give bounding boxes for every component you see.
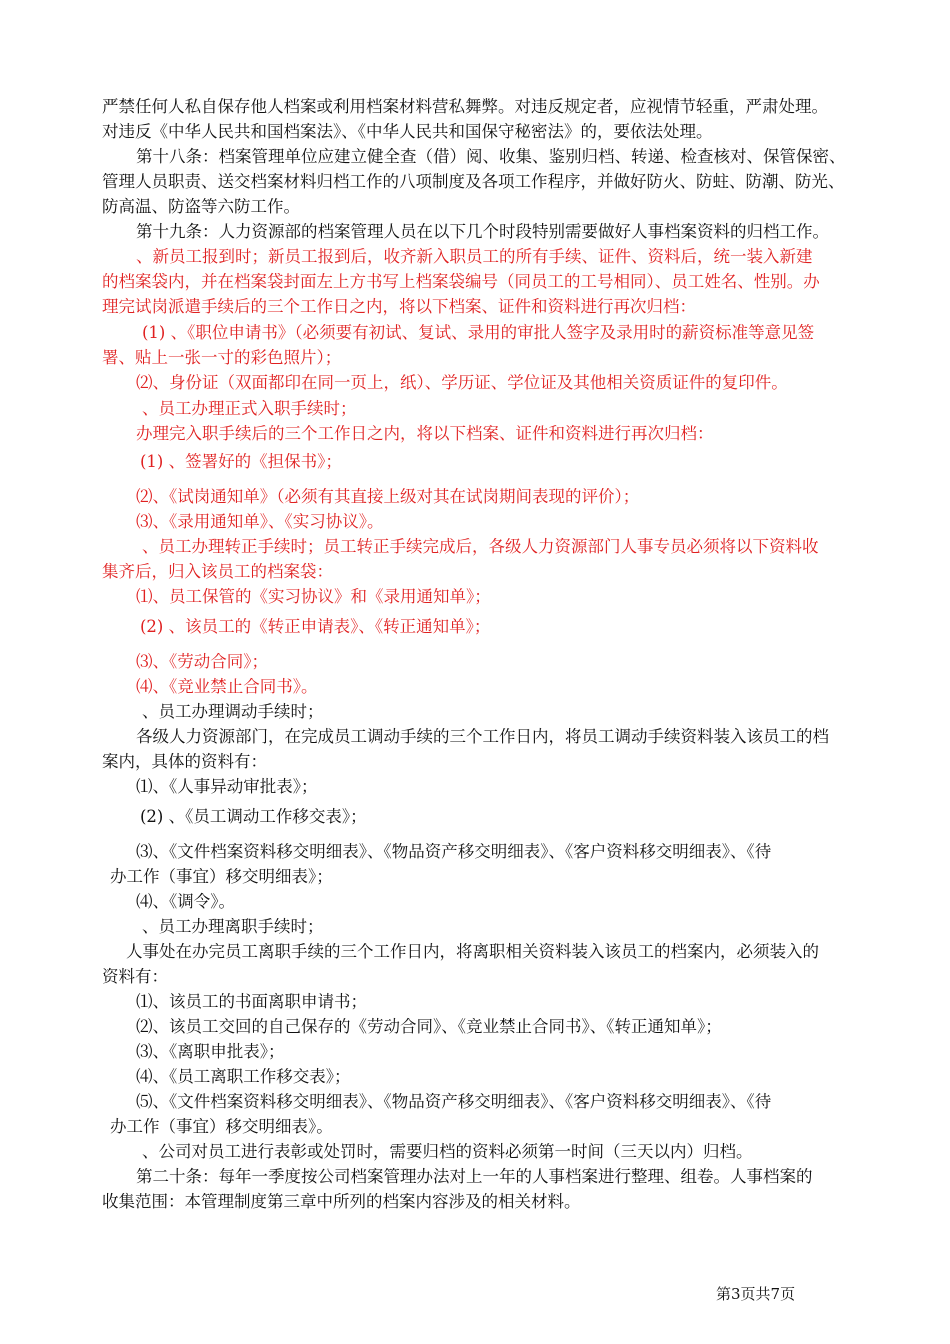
text-line: 的档案袋内，并在档案袋封面左上方书写上档案袋编号（同员工的工号相同）、员工姓名、性别。办 xyxy=(102,272,820,291)
text-line: 、员工办理正式入职手续时； xyxy=(142,399,357,418)
text-line: 署、贴上一张一寸的彩色照片）； xyxy=(102,348,342,367)
text-line: 第二十条：每年一季度按公司档案管理办法对上一年的人事档案进行整理、组卷。人事档案的 xyxy=(136,1167,813,1186)
text-line: ⑶、《离职申批表》； xyxy=(136,1042,285,1061)
text-line: ⑴、该员工的书面离职申请书； xyxy=(136,992,367,1011)
text-line: (1) 、《职位申请书》（必须要有初试、复试、录用的审批人签字及录用时的薪资标准等意见签 xyxy=(142,323,815,342)
text-line: 、员工办理离职手续时； xyxy=(142,917,324,936)
text-line: 管理人员职责、送交档案材料归档工作的八项制度及各项工作程序，并做好防火、防蛀、防潮、防光、 xyxy=(102,172,845,191)
text-line: 、公司对员工进行表彰或处罚时，需要归档的资料必须第一时间（三天以内）归档。 xyxy=(142,1142,753,1161)
text-line: ⑸、《文件档案资料移交明细表》、《物品资产移交明细表》、《客户资料移交明细表》、《待 xyxy=(136,1092,772,1111)
text-line: ⑷、《员工离职工作移交表》； xyxy=(136,1067,351,1086)
text-line: 严禁任何人私自保存他人档案或利用档案材料营私舞弊。对违反规定者，应视情节轻重，严肃处理。 xyxy=(102,97,828,116)
text-line: 办工作（事宜）移交明细表》。 xyxy=(110,1117,333,1136)
text-line: 集齐后，归入该员工的档案袋： xyxy=(102,562,333,581)
text-line: (2) 、《员工调动工作移交表》； xyxy=(140,807,367,826)
text-line: 案内，具体的资料有： xyxy=(102,752,267,771)
text-line: ⑵、《试岗通知单》（必须有其直接上级对其在试岗期间表现的评价）； xyxy=(136,487,640,506)
text-line: (2) 、该员工的《转正申请表》、《转正通知单》； xyxy=(140,617,491,636)
text-line: ⑷、《竞业禁止合同书》。 xyxy=(136,677,318,696)
text-line: (1) 、签署好的《担保书》； xyxy=(140,452,342,471)
text-line: 办工作（事宜）移交明细表》； xyxy=(110,867,333,886)
text-line: ⑵、身份证（双面都印在同一页上，纸）、学历证、学位证及其他相关资质证件的复印件。 xyxy=(136,373,788,392)
text-line: ⑴、员工保管的《实习协议》和《录用通知单》； xyxy=(136,587,491,606)
text-line: 、新员工报到时；新员工报到后，收齐新入职员工的所有手续、证件、资料后，统一装入新建 xyxy=(136,247,813,266)
text-line: 、员工办理转正手续时；员工转正手续完成后，各级人力资源部门人事专员必须将以下资料收 xyxy=(142,537,819,556)
text-line: ⑷、《调令》。 xyxy=(136,892,235,911)
text-line: ⑴、《人事异动审批表》； xyxy=(136,777,318,796)
text-line: ⑶、《劳动合同》； xyxy=(136,652,268,671)
page-number: 第3页共7页 xyxy=(716,1285,796,1303)
text-line: 对违反《中华人民共和国档案法》、《中华人民共和国保守秘密法》的，要依法处理。 xyxy=(102,122,713,141)
text-line: 人事处在办完员工离职手续的三个工作日内，将离职相关资料装入该员工的档案内，必须装入的 xyxy=(126,942,819,961)
text-line: 第十九条：人力资源部的档案管理人员在以下几个时段特别需要做好人事档案资料的归档工作。 xyxy=(136,222,829,241)
text-line: 资料有： xyxy=(102,967,168,986)
text-line: 、员工办理调动手续时； xyxy=(142,702,324,721)
text-line: ⑵、该员工交回的自己保存的《劳动合同》、《竞业禁止合同书》、《转正通知单》； xyxy=(136,1017,722,1036)
text-line: 第十八条：档案管理单位应建立健全查（借）阅、收集、鉴别归档、转递、检查核对、保管保密、 xyxy=(136,147,846,166)
text-line: 理完试岗派遣手续后的三个工作日之内，将以下档案、证件和资料进行再次归档： xyxy=(102,297,696,316)
text-line: 各级人力资源部门，在完成员工调动手续的三个工作日内，将员工调动手续资料装入该员工的档 xyxy=(136,727,829,746)
text-line: 收集范围：本管理制度第三章中所列的档案内容涉及的相关材料。 xyxy=(102,1192,581,1211)
text-line: ⑶、《文件档案资料移交明细表》、《物品资产移交明细表》、《客户资料移交明细表》、《待 xyxy=(136,842,772,861)
text-line: 防高温、防盗等六防工作。 xyxy=(102,197,300,216)
text-line: ⑶、《录用通知单》、《实习协议》。 xyxy=(136,512,384,531)
text-line: 办理完入职手续后的三个工作日之内，将以下档案、证件和资料进行再次归档： xyxy=(136,424,714,443)
